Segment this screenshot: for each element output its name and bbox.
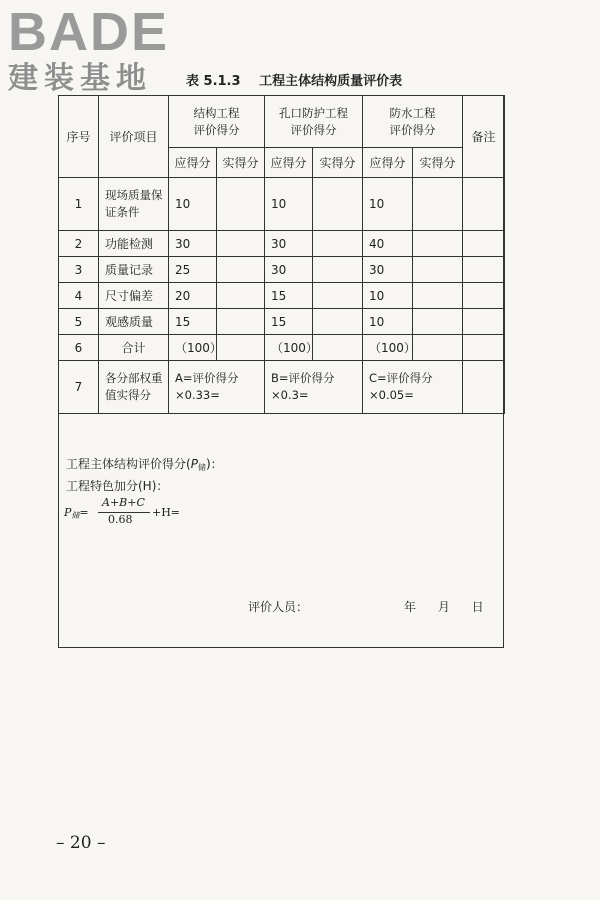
row-seq: 2	[59, 231, 99, 257]
row-seq: 3	[59, 257, 99, 283]
opening-actual	[313, 257, 363, 283]
p-subscript: 储	[197, 463, 206, 472]
row-seq: 5	[59, 309, 99, 335]
structure-actual	[217, 309, 265, 335]
waterproof-expected: 30	[363, 257, 413, 283]
p-symbol: P	[190, 457, 198, 471]
row-item: 合计	[99, 335, 169, 361]
bade-logo	[8, 4, 178, 96]
structure-expected: 15	[169, 309, 217, 335]
score-line-prefix: 工程主体结构评价得分(	[66, 457, 191, 471]
opening-expected: 30	[265, 231, 313, 257]
weight-c: C=评价得分 ×0.05=	[363, 361, 463, 414]
waterproof-expected: 10	[363, 309, 413, 335]
waterproof-actual	[413, 335, 463, 361]
header-waterproof: 防水工程 评价得分	[363, 96, 463, 148]
score-line-suffix: )：	[205, 457, 223, 471]
structure-actual	[217, 231, 265, 257]
sub-expected: 应得分	[363, 148, 413, 178]
waterproof-expected: 40	[363, 231, 413, 257]
structure-actual	[217, 257, 265, 283]
logo-word: BADE	[8, 2, 170, 62]
remark-cell	[463, 257, 505, 283]
row-item: 功能检测	[99, 231, 169, 257]
date-label: 年 月 日	[404, 600, 484, 614]
row-seq: 6	[59, 335, 99, 361]
table-row	[59, 178, 505, 231]
header-opening-protection: 孔口防护工程 评价得分	[265, 96, 363, 148]
opening-actual	[313, 231, 363, 257]
formula-equals: =	[79, 506, 89, 519]
evaluator-label: 评价人员：	[248, 600, 309, 614]
sub-actual: 实得分	[413, 148, 463, 178]
row-seq: 4	[59, 283, 99, 309]
waterproof-actual	[413, 283, 463, 309]
formula-denominator: 0.68	[108, 513, 133, 526]
sub-actual: 实得分	[217, 148, 265, 178]
opening-expected: 10	[265, 178, 313, 231]
structure-expected: 25	[169, 257, 217, 283]
row-seq: 7	[59, 361, 99, 414]
sub-expected: 应得分	[265, 148, 313, 178]
structure-actual	[217, 178, 265, 231]
row-item: 各分部权重值实得分	[99, 361, 169, 414]
opening-actual	[313, 283, 363, 309]
structure-expected: 30	[169, 231, 217, 257]
opening-expected: 15	[265, 309, 313, 335]
remark-cell	[463, 361, 505, 414]
row-item: 现场质量保证条件	[99, 178, 169, 231]
formula-p: P	[64, 506, 72, 519]
table-row	[59, 309, 505, 335]
remark-cell	[463, 283, 505, 309]
feature-bonus-line: 工程特色加分(H)：	[66, 479, 169, 493]
weight-row	[59, 361, 505, 414]
waterproof-expected: 10	[363, 283, 413, 309]
structure-expected: 20	[169, 283, 217, 309]
waterproof-actual	[413, 309, 463, 335]
header-seq: 序号	[59, 96, 99, 178]
waterproof-total: （100）	[363, 335, 413, 361]
opening-actual	[313, 335, 363, 361]
waterproof-actual	[413, 178, 463, 231]
opening-actual	[313, 178, 363, 231]
table-number: 表 5.1.3	[186, 74, 241, 89]
structure-actual	[217, 335, 265, 361]
logo-chinese: 建装基地	[8, 61, 152, 96]
structure-expected: 10	[169, 178, 217, 231]
structure-total: （100）	[169, 335, 217, 361]
remark-cell	[463, 309, 505, 335]
formula-plus-h: +H=	[152, 506, 181, 519]
waterproof-actual	[413, 231, 463, 257]
row-item: 观感质量	[99, 309, 169, 335]
page-number: – 20 –	[56, 833, 106, 853]
waterproof-actual	[413, 257, 463, 283]
table-title	[186, 70, 402, 89]
main-structure-score-line	[66, 455, 223, 477]
table-row	[59, 231, 505, 257]
score-lines	[66, 455, 223, 496]
opening-total: （100）	[265, 335, 313, 361]
sub-actual: 实得分	[313, 148, 363, 178]
table-title-text: 工程主体结构质量评价表	[259, 74, 403, 89]
remark-cell	[463, 231, 505, 257]
evaluation-table	[58, 95, 505, 414]
waterproof-expected: 10	[363, 178, 413, 231]
remark-cell	[463, 335, 505, 361]
header-item: 评价项目	[99, 96, 169, 178]
structure-actual	[217, 283, 265, 309]
formula-p-subscript: 储	[71, 511, 80, 520]
formula-lhs	[64, 506, 89, 521]
table-row	[59, 257, 505, 283]
weight-a: A=评价得分 ×0.33=	[169, 361, 265, 414]
row-seq: 1	[59, 178, 99, 231]
sub-expected: 应得分	[169, 148, 217, 178]
total-row	[59, 335, 505, 361]
row-item: 尺寸偏差	[99, 283, 169, 309]
opening-expected: 15	[265, 283, 313, 309]
weight-b: B=评价得分 ×0.3=	[265, 361, 363, 414]
opening-actual	[313, 309, 363, 335]
formula-numerator: A+B+C	[102, 496, 145, 509]
header-structure: 结构工程 评价得分	[169, 96, 265, 148]
opening-expected: 30	[265, 257, 313, 283]
remark-cell	[463, 178, 505, 231]
header-remark: 备注	[463, 96, 505, 178]
table-row	[59, 283, 505, 309]
row-item: 质量记录	[99, 257, 169, 283]
